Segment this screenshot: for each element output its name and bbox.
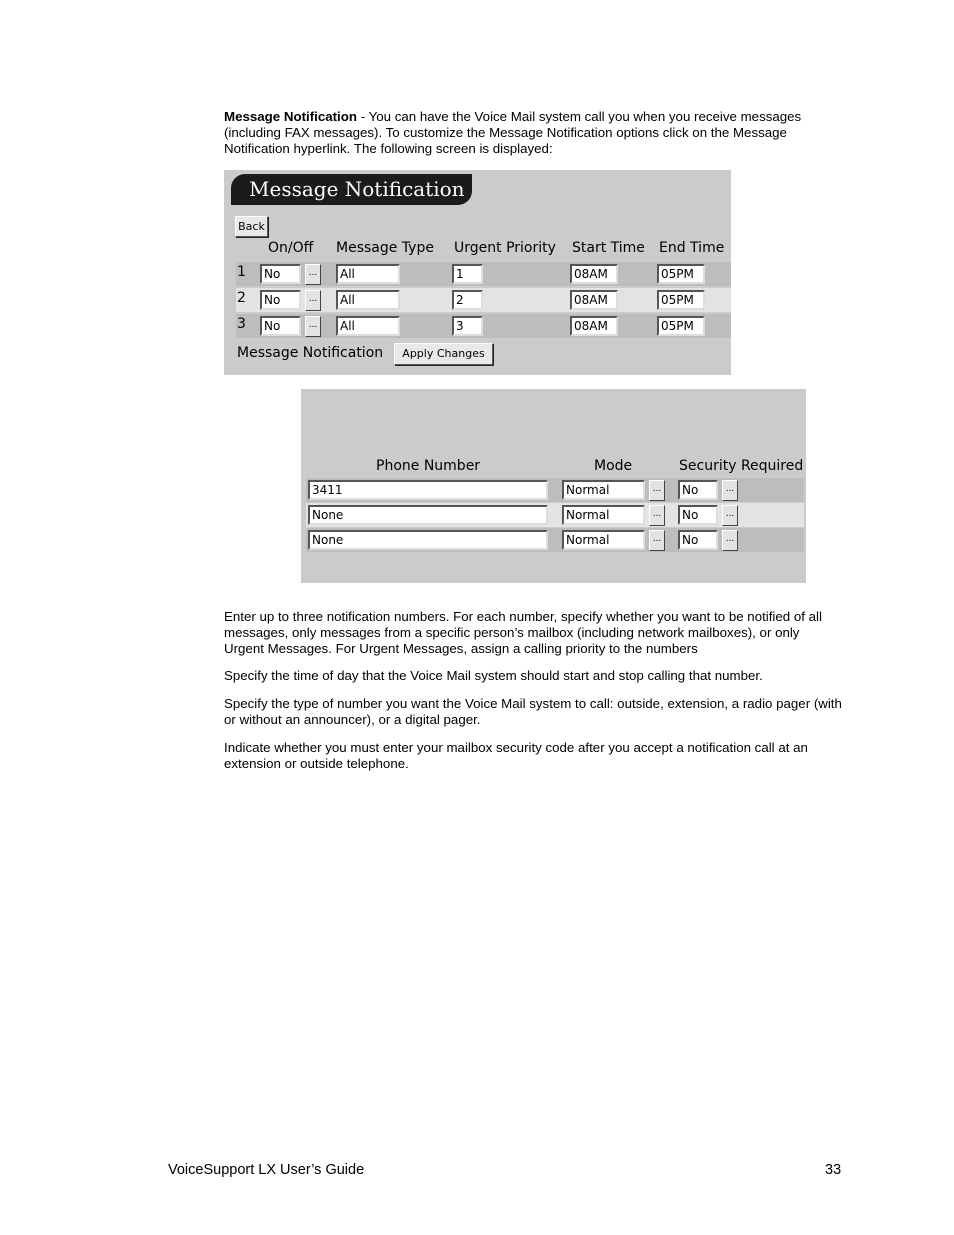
row-number: 2 (237, 290, 246, 306)
on-off-picker-button[interactable]: ... (305, 316, 321, 337)
page-title-banner: Message Notification (231, 174, 472, 205)
apply-changes-button[interactable]: Apply Changes (394, 343, 493, 365)
body-paragraph: Indicate whether you must enter your mailbox security code after you accept a notification call at an extension or outside telephone. (224, 740, 808, 771)
on-off-field[interactable]: No (260, 316, 301, 336)
end-time-field[interactable]: 05PM (657, 264, 705, 284)
message-notification-label: Message Notification (237, 345, 384, 361)
message-notification-screenshot (224, 170, 731, 375)
mode-field[interactable]: Normal (562, 505, 645, 525)
intro-bold-term: Message Notification (224, 109, 357, 124)
phone-number-field[interactable]: None (308, 505, 548, 525)
row-number: 3 (237, 316, 246, 332)
body-paragraph: Specify the type of number you want the Voice Mail system to call: outside, extension, a radio pager (with or without an announcer), or a digital pager. (224, 696, 842, 727)
message-type-field[interactable]: All (336, 290, 400, 310)
message-type-field[interactable]: All (336, 316, 400, 336)
on-off-field[interactable]: No (260, 290, 301, 310)
on-off-field[interactable]: No (260, 264, 301, 284)
security-required-field[interactable]: No (678, 480, 718, 500)
message-type-field[interactable]: All (336, 264, 400, 284)
back-button[interactable]: Back (235, 216, 268, 237)
footer-page-number: 33 (825, 1162, 842, 1178)
security-picker-button[interactable]: ... (722, 505, 738, 526)
start-time-field[interactable]: 08AM (570, 290, 618, 310)
header-phone-number: Phone Number (376, 458, 481, 474)
start-time-field[interactable]: 08AM (570, 316, 618, 336)
header-mode: Mode (594, 458, 633, 474)
mode-picker-button[interactable]: ... (649, 530, 665, 551)
urgent-priority-field[interactable]: 3 (452, 316, 483, 336)
header-end-time: End Time (659, 240, 725, 256)
footer-guide-title: VoiceSupport LX User’s Guide (168, 1162, 365, 1178)
table-row (306, 503, 804, 527)
header-start-time: Start Time (572, 240, 645, 256)
urgent-priority-field[interactable]: 2 (452, 290, 483, 310)
body-paragraph: Enter up to three notification numbers. For each number, specify whether you want to be notified of all messages, only messages from a specific person’s mailbox (including network mailboxes), or only Urgent Messages. For Urgent Messages, assign a calling priority to the numbers (224, 609, 822, 656)
mode-picker-button[interactable]: ... (649, 480, 665, 501)
header-message-type: Message Type (336, 240, 434, 256)
security-picker-button[interactable]: ... (722, 530, 738, 551)
end-time-field[interactable]: 05PM (657, 316, 705, 336)
table-row (236, 262, 731, 286)
mode-field[interactable]: Normal (562, 480, 645, 500)
security-picker-button[interactable]: ... (722, 480, 738, 501)
notification-numbers-screenshot (301, 389, 806, 583)
intro-paragraph (224, 109, 842, 156)
end-time-field[interactable]: 05PM (657, 290, 705, 310)
header-urgent-priority: Urgent Priority (454, 240, 556, 256)
table-row (306, 528, 804, 552)
header-on-off: On/Off (268, 240, 314, 256)
security-required-field[interactable]: No (678, 530, 718, 550)
phone-number-field[interactable]: 3411 (308, 480, 548, 500)
mode-picker-button[interactable]: ... (649, 505, 665, 526)
phone-number-field[interactable]: None (308, 530, 548, 550)
intro-text: - You can have the Voice Mail system call you when you receive messages (including FAX messages). To customize the Message Notification options click on the Message Notification hyperlink. The following screen is displayed: (224, 109, 802, 156)
header-security-required: Security Required (679, 458, 804, 474)
mode-field[interactable]: Normal (562, 530, 645, 550)
on-off-picker-button[interactable]: ... (305, 264, 321, 285)
row-number: 1 (237, 264, 246, 280)
table-row (306, 478, 804, 502)
on-off-picker-button[interactable]: ... (305, 290, 321, 311)
urgent-priority-field[interactable]: 1 (452, 264, 483, 284)
body-paragraph: Specify the time of day that the Voice Mail system should start and stop calling that number. (224, 668, 763, 683)
table-row (236, 288, 731, 312)
security-required-field[interactable]: No (678, 505, 718, 525)
table-row (236, 314, 731, 338)
start-time-field[interactable]: 08AM (570, 264, 618, 284)
